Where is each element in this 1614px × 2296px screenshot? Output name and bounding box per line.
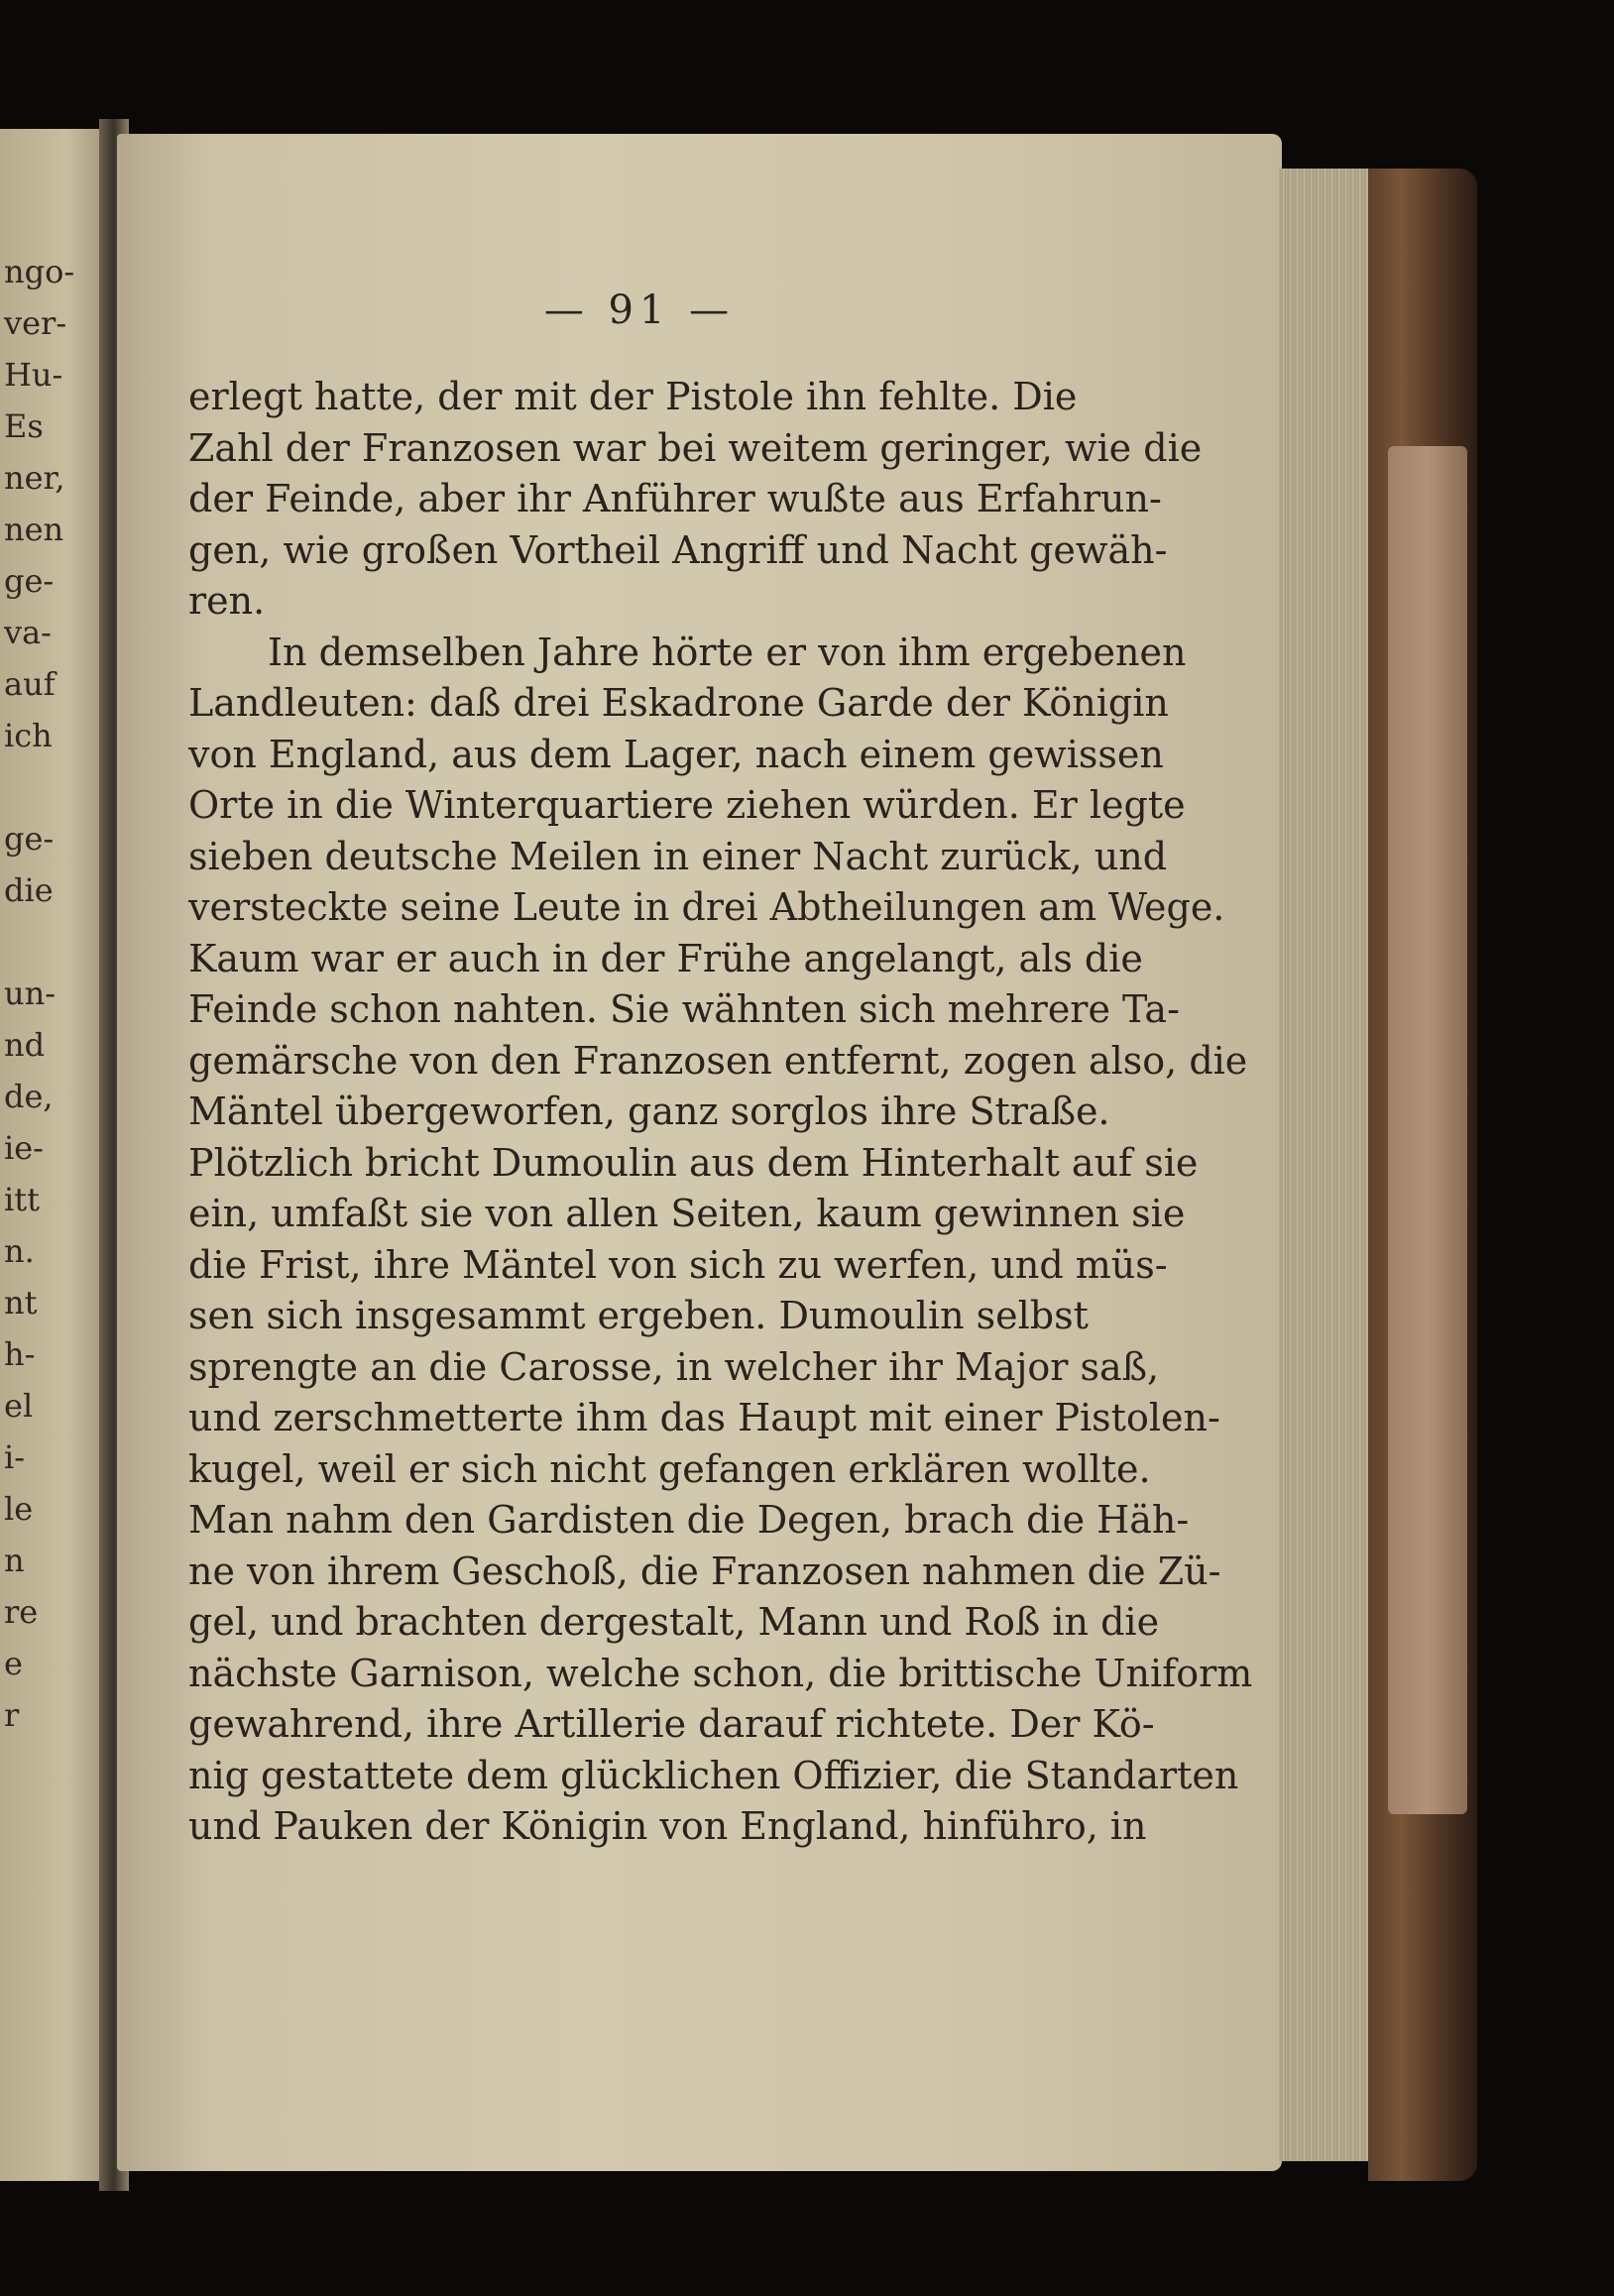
text-line: Zahl der Franzosen war bei weitem geringer, wie die [188, 425, 1203, 470]
text-line: ren. [188, 579, 266, 623]
left-fragment: ner, [4, 459, 65, 497]
left-fragment: ge- [4, 562, 55, 600]
left-fragment: ge- [4, 820, 55, 858]
left-fragment: nd [4, 1026, 46, 1064]
left-fragment: ie- [4, 1129, 44, 1167]
text-line: Orte in die Winterquartiere ziehen würden. Er legte [188, 783, 1186, 827]
text-line: der Feinde, aber ihr Anführer wußte aus Erfahrun- [188, 477, 1162, 520]
text-line: Kaum war er auch in der Frühe angelangt, als die [188, 936, 1143, 980]
text-line: gewahrend, ihre Artillerie darauf richtete. Der Kö- [188, 1702, 1155, 1746]
left-fragment: e [4, 1645, 23, 1682]
page-edges [1279, 169, 1378, 2161]
book-cover-inner [1388, 446, 1467, 1814]
left-fragment: n [4, 1542, 25, 1579]
text-line: Mäntel übergeworfen, ganz sorglos ihre Straße. [188, 1090, 1110, 1133]
text-line: von England, aus dem Lager, nach einem gewissen [188, 732, 1164, 776]
left-page-text-fragments [0, 129, 111, 2181]
text-line: Plötzlich bricht Dumoulin aus dem Hinterhalt auf sie [188, 1140, 1199, 1185]
left-fragment: n. [4, 1232, 35, 1270]
left-fragment: de, [4, 1078, 54, 1115]
text-line: ne von ihrem Geschoß, die Franzosen nahmen die Zü- [188, 1549, 1221, 1593]
left-fragment: ngo- [4, 253, 75, 290]
left-fragment: un- [4, 975, 57, 1012]
text-line: gel, und brachten dergestalt, Mann und Roß in die [188, 1600, 1160, 1644]
text-line: gen, wie großen Vortheil Angriff und Nacht gewäh- [188, 527, 1168, 572]
text-line: Landleuten: daß drei Eskadrone Garde der Königin [188, 681, 1169, 725]
text-line: und zerschmetterte ihm das Haupt mit einer Pistolen- [188, 1396, 1220, 1439]
left-fragment: Es [4, 407, 44, 445]
text-line: In demselben Jahre hörte er von ihm ergebenen [268, 630, 1187, 674]
text-line: Man nahm den Gardisten die Degen, brach die Häh- [188, 1498, 1190, 1542]
left-fragment: nen [4, 511, 64, 548]
left-fragment: ich [4, 717, 53, 754]
text-line: nig gestattete dem glücklichen Offizier, die Standarten [188, 1753, 1239, 1797]
text-line: ein, umfaßt sie von allen Seiten, kaum gewinnen sie [188, 1192, 1186, 1235]
left-fragment: Hu- [4, 356, 63, 394]
left-fragment: i- [4, 1438, 26, 1476]
left-fragment: die [4, 871, 54, 909]
left-page [0, 129, 111, 2181]
text-line: sprengte an die Carosse, in welcher ihr Major saß, [188, 1344, 1160, 1389]
left-fragment: le [4, 1490, 34, 1528]
text-line: sen sich insgesammt ergeben. Dumoulin selbst [188, 1294, 1089, 1337]
left-fragment: re [4, 1593, 39, 1631]
text-line: kugel, weil er sich nicht gefangen erklären wollte. [188, 1446, 1151, 1491]
text-line: sieben deutsche Meilen in einer Nacht zurück, und [188, 834, 1168, 878]
left-fragment: ver- [4, 304, 67, 342]
text-line: nächste Garnison, welche schon, die brittische Uniform [188, 1651, 1253, 1695]
text-line: versteckte seine Leute in drei Abtheilungen am Wege. [188, 885, 1225, 929]
left-fragment: auf [4, 665, 56, 703]
page-number: — 91 — [543, 287, 736, 333]
left-fragment: itt [4, 1181, 40, 1218]
text-line: und Pauken der Königin von England, hinführo, in [188, 1804, 1147, 1848]
text-line: Feinde schon nahten. Sie wähnten sich mehrere Ta- [188, 987, 1180, 1031]
left-fragment: va- [4, 614, 52, 651]
text-line: die Frist, ihre Mäntel von sich zu werfen, und müs- [188, 1242, 1168, 1287]
left-fragment: nt [4, 1284, 38, 1321]
left-fragment: r [4, 1696, 20, 1734]
left-fragment: el [4, 1387, 34, 1425]
text-line: gemärsche von den Franzosen entfernt, zogen also, die [188, 1038, 1248, 1083]
page-text [188, 372, 1253, 1853]
left-fragment: h- [4, 1335, 36, 1373]
text-line: erlegt hatte, der mit der Pistole ihn fehlte. Die [188, 375, 1078, 418]
